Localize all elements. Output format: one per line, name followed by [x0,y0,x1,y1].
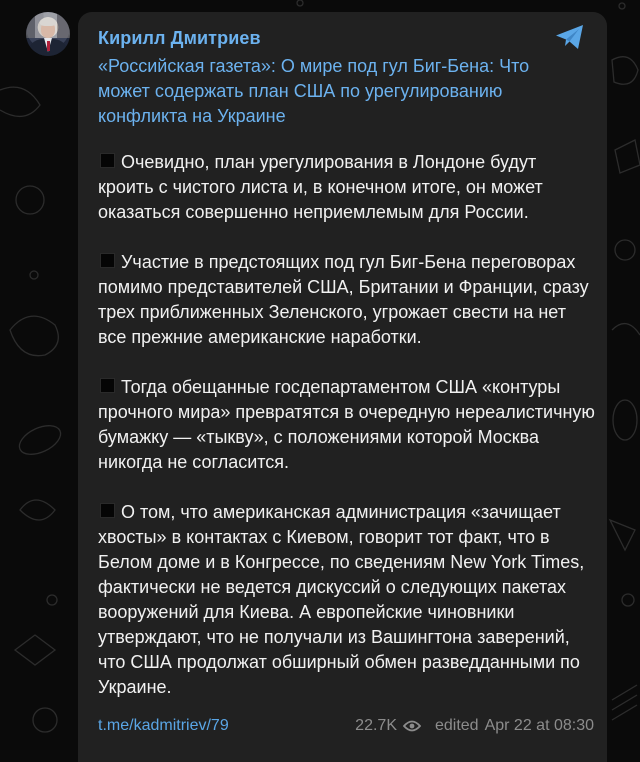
view-count: 22.7K [355,717,397,734]
black-square-icon [100,378,115,393]
post-headline: «Российская газета»: О мире под гул Биг-Бена: Что может содержать план США по урегулированию конфликта на Украине [98,56,530,126]
post-body [98,150,596,700]
post-timestamp: Apr 22 at 08:30 [484,717,594,734]
post-paragraph: Очевидно, план урегулирования в Лондоне будут кроить с чистого листа и, в конечном итоге, он может оказаться совершенно неприемлемым для России. [98,152,543,222]
eye-icon [403,720,421,732]
avatar-tie [47,41,50,51]
avatar-hair [40,18,56,26]
channel-avatar[interactable] [26,12,70,56]
black-square-icon [100,503,115,518]
post-paragraph: О том, что американская администрация «зачищает хвосты» в контактах с Киевом, говорит тот факт, что в Белом доме и в Конгрессе, по сведениям New York Times, фактически не ведется дискуссий о следующих пакетах вооружений для Киева. А европейские чиновники утверждают, что не получали из Вашингтона заверений, что США продолжат обширный обмен разведданными по Украине. [98,502,585,697]
message-bubble [78,12,607,762]
post-footer [98,717,594,739]
post-paragraph: Участие в предстоящих под гул Биг-Бена переговорах помимо представителей США, Британии и Франции, сразу трех приближенных Зеленского, угрожает свести на нет все прежние американские наработки. [98,252,589,347]
post-paragraph: Тогда обещанные госдепартаментом США «контуры прочного мира» превратятся в очередную нереалистичную бумажку — «тыкву», с положениями которой Москва никогда не согласится. [98,377,595,472]
post-link[interactable]: t.me/kadmitriev/79 [98,717,229,734]
telegram-share-icon[interactable] [555,24,585,50]
black-square-icon [100,253,115,268]
channel-name[interactable]: Кирилл Дмитриев [98,28,261,48]
post-meta [355,717,594,735]
black-square-icon [100,153,115,168]
edited-label: edited [434,717,479,734]
